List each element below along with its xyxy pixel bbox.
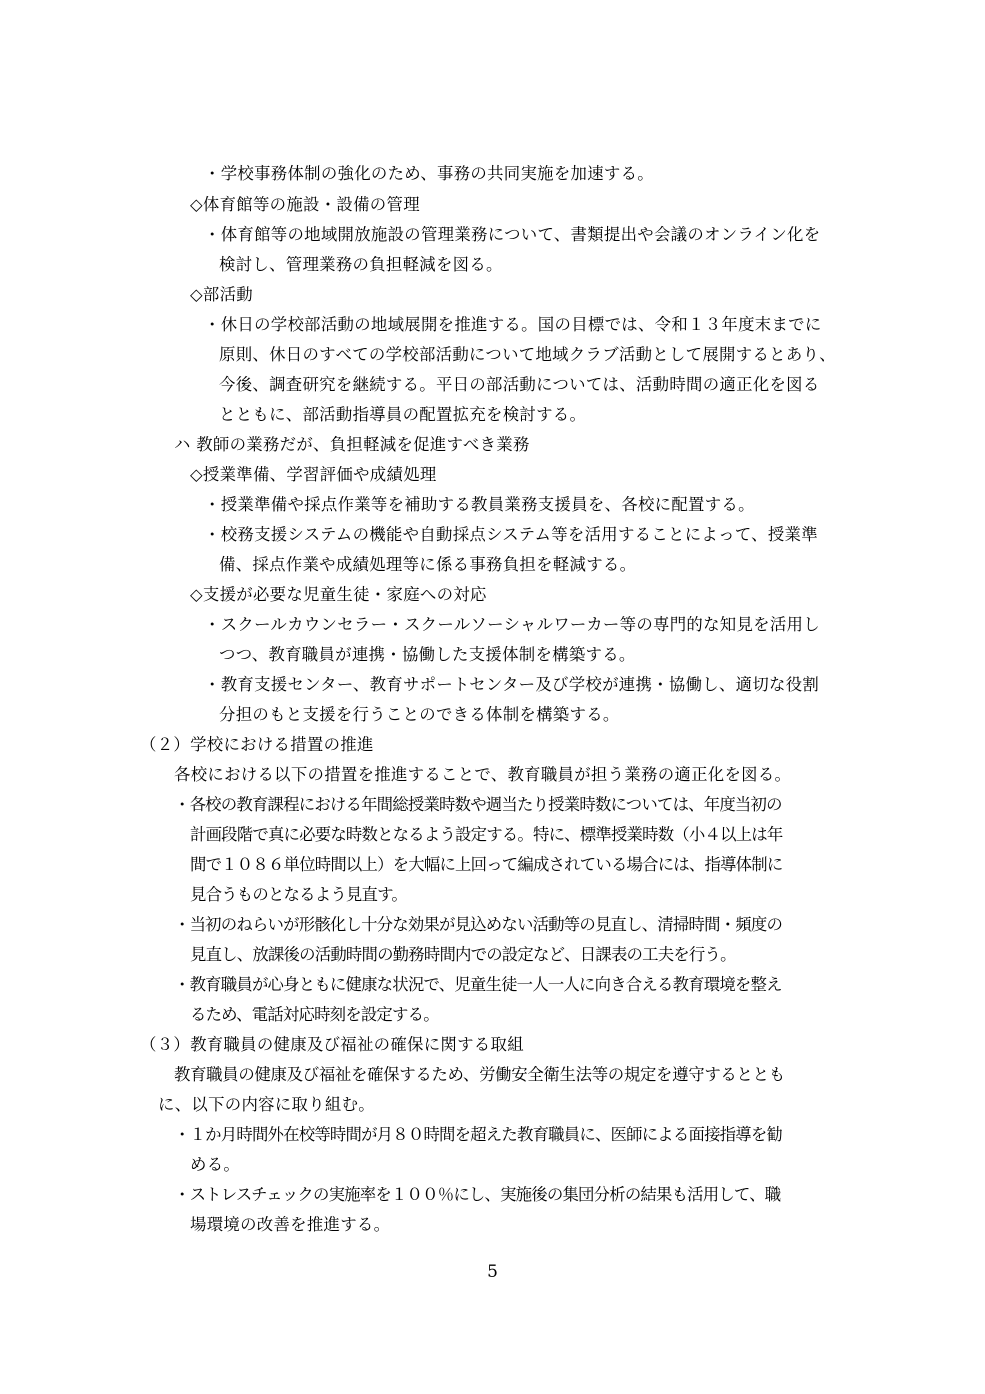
text-line-24: 間で１０８６単位時間以上）を大幅に上回って編成されている場合には、指導体制に bbox=[190, 855, 783, 874]
text-line-6: ・休日の学校部活動の地域展開を推進する。国の目標では、令和１３年度末までに bbox=[204, 315, 822, 334]
text-line-36: 場環境の改善を推進する。 bbox=[190, 1215, 391, 1234]
text-line-5: ◇部活動 bbox=[190, 285, 253, 304]
text-line-17: つつ、教育職員が連携・協働した支援体制を構築する。 bbox=[219, 645, 636, 664]
text-line-26: ・当初のねらいが形骸化し十分な効果が見込めない活動等の見直し、清掃時間・頻度の bbox=[174, 915, 783, 934]
text-line-29: るため、電話対応時刻を設定する。 bbox=[190, 1005, 439, 1024]
text-line-22: ・各校の教育課程における年間総授業時数や週当たり授業時数については、年度当初の bbox=[174, 795, 782, 814]
text-line-32: に、以下の内容に取り組む。 bbox=[158, 1095, 375, 1114]
text-line-25: 見合うものとなるよう見直す。 bbox=[190, 885, 407, 904]
text-line-13: ・校務支援システムの機能や自動採点システム等を活用することによって、授業準 bbox=[204, 525, 818, 544]
text-line-11: ◇授業準備、学習評価や成績処理 bbox=[190, 465, 437, 484]
text-line-31: 教育職員の健康及び福祉を確保するため、労働安全衛生法等の規定を遵守するととも bbox=[174, 1065, 785, 1084]
page-number: 5 bbox=[487, 1262, 498, 1282]
text-line-33: ・１か月時間外在校等時間が月８０時間を超えた教育職員に、医師による面接指導を勧 bbox=[174, 1125, 783, 1144]
text-line-19: 分担のもと支援を行うことのできる体制を構築する。 bbox=[219, 705, 620, 724]
text-line-3: ・体育館等の地域開放施設の管理業務について、書類提出や会議のオンライン化を bbox=[204, 225, 821, 244]
text-line-8: 今後、調査研究を継続する。平日の部活動については、活動時間の適正化を図る bbox=[219, 375, 820, 394]
section-heading-3: （３）教育職員の健康及び福祉の確保に関する取組 bbox=[140, 1035, 524, 1054]
text-line-18: ・教育支援センター、教育サポートセンター及び学校が連携・協働し、適切な役割 bbox=[204, 675, 820, 694]
text-line-21: 各校における以下の措置を推進することで、教育職員が担う業務の適正化を図る。 bbox=[174, 765, 792, 784]
text-line-4: 検討し、管理業務の負担軽減を図る。 bbox=[219, 255, 503, 274]
text-line-7: 原則、休日のすべての学校部活動について地域クラブ活動として展開するとあり、 bbox=[219, 345, 836, 364]
text-line-15: ◇支援が必要な児童生徒・家庭への対応 bbox=[190, 585, 487, 604]
text-line-9: とともに、部活動指導員の配置拡充を検討する。 bbox=[219, 405, 587, 424]
text-line-16: ・スクールカウンセラー・スクールソーシャルワーカー等の専門的な知見を活用し bbox=[204, 615, 820, 634]
text-line-27: 見直し、放課後の活動時間の勤務時間内での設定など、日課表の工夫を行う。 bbox=[190, 945, 736, 964]
text-line-35: ・ストレスチェックの実施率を１００％にし、実施後の集団分析の結果も活用して、職 bbox=[174, 1185, 781, 1204]
text-line-28: ・教育職員が心身ともに健康な状況で、児童生徒一人一人に向き合える教育環境を整え bbox=[174, 975, 782, 994]
text-line-10: ハ 教師の業務だが、負担軽減を促進すべき業務 bbox=[174, 435, 530, 454]
text-line-34: める。 bbox=[190, 1155, 241, 1174]
text-line-14: 備、採点作業や成績処理等に係る事務負担を軽減する。 bbox=[219, 555, 637, 574]
text-line-23: 計画段階で真に必要な時数となるよう設定する。特に、標準授業時数（小４以上は年 bbox=[190, 825, 783, 844]
text-line-1: ・学校事務体制の強化のため、事務の共同実施を加速する。 bbox=[204, 164, 654, 183]
section-heading-2: （２）学校における措置の推進 bbox=[140, 735, 374, 754]
text-line-12: ・授業準備や採点作業等を補助する教員業務支援員を、各校に配置する。 bbox=[204, 495, 755, 514]
text-line-2: ◇体育館等の施設・設備の管理 bbox=[190, 195, 420, 214]
